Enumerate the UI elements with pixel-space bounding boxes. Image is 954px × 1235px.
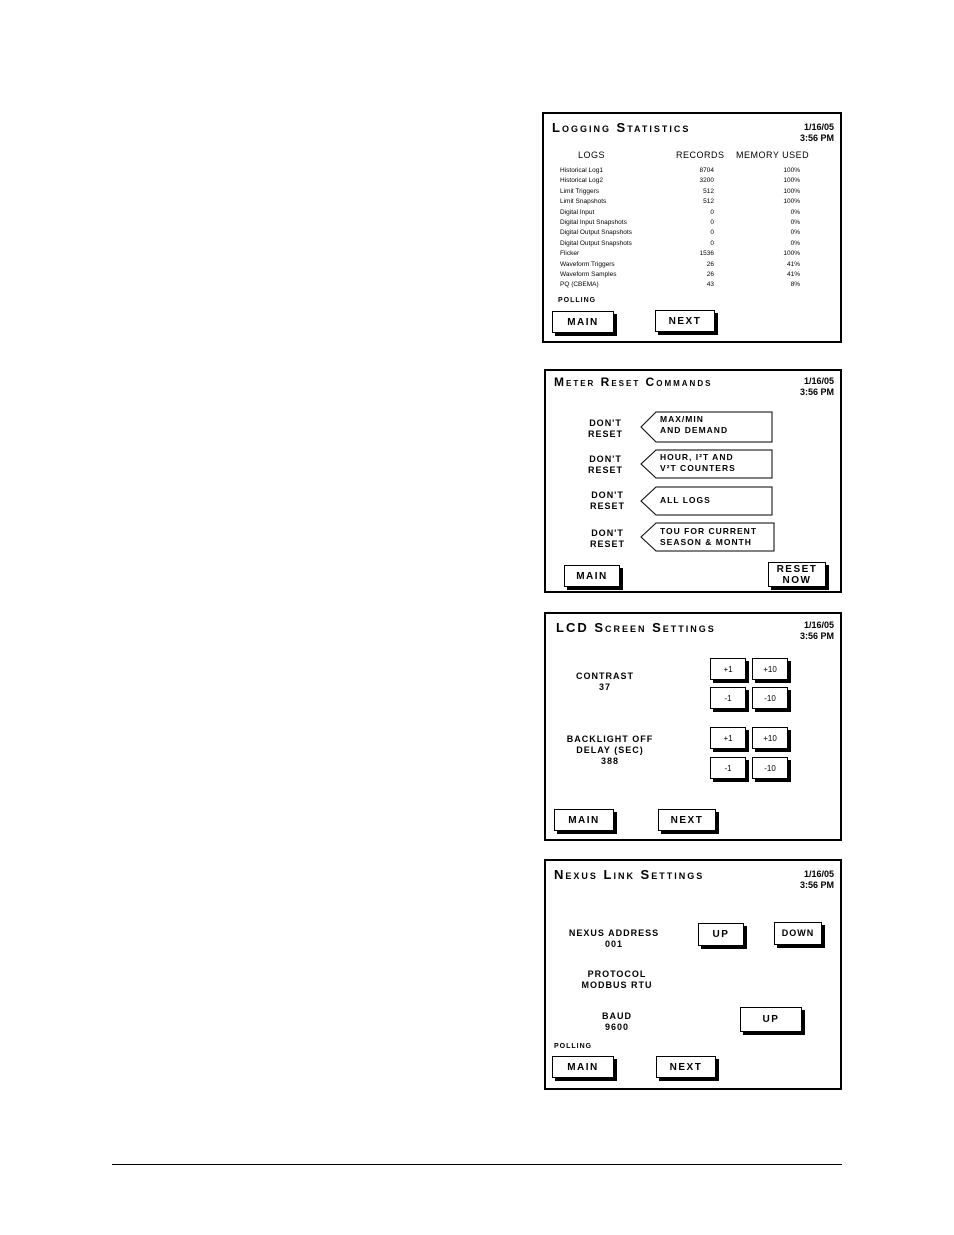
status-line: RESET — [590, 539, 626, 549]
next-button[interactable]: NEXT — [656, 1056, 716, 1078]
page-title: LCD Screen Settings — [556, 620, 716, 635]
log-name-cell: Digital Output Snapshots — [560, 229, 632, 237]
protocol-value: MODBUS RTU — [581, 980, 653, 990]
reset-tou-button[interactable] — [640, 522, 776, 552]
table-row — [560, 229, 800, 240]
backlight-plus-1-button[interactable]: +1 — [710, 727, 746, 749]
contrast-label: CONTRAST — [576, 671, 634, 681]
date-text: 1/16/05 — [803, 376, 834, 386]
main-button[interactable]: MAIN — [552, 311, 614, 333]
table-row — [560, 167, 800, 178]
button-label: V²T COUNTERS — [660, 463, 736, 473]
status-line: DON'T — [589, 418, 622, 428]
lcd-settings-screen — [544, 612, 842, 841]
backlight-value: 388 — [600, 756, 620, 766]
status-line: DON'T — [591, 490, 624, 500]
log-memory-cell: 0% — [790, 239, 800, 247]
status-line: DON'T — [591, 528, 624, 538]
log-records-cell: 1536 — [699, 250, 714, 258]
date-text: 1/16/05 — [803, 122, 834, 132]
contrast-minus-10-button[interactable]: -10 — [752, 687, 788, 709]
baud-label: BAUD — [602, 1011, 632, 1021]
polling-indicator: POLLING — [558, 297, 597, 304]
page-title: Logging Statistics — [552, 120, 691, 135]
log-records-cell: 512 — [703, 187, 714, 195]
button-label: NOW — [782, 574, 812, 586]
log-memory-cell: 8% — [790, 281, 800, 289]
table-row — [560, 250, 800, 261]
button-label: TOU FOR CURRENT — [660, 526, 758, 536]
reset-hour-counters-button[interactable] — [640, 449, 774, 479]
backlight-readout — [560, 734, 660, 767]
time-text: 3:56 PM — [799, 387, 834, 397]
log-records-cell: 43 — [706, 281, 714, 289]
status-line: DON'T — [589, 454, 622, 464]
protocol-readout — [572, 969, 662, 991]
dont-reset-status — [588, 418, 623, 440]
log-memory-cell: 100% — [783, 177, 800, 185]
status-line: RESET — [588, 429, 624, 439]
table-row — [560, 240, 800, 251]
contrast-readout — [570, 671, 640, 693]
address-up-button[interactable]: UP — [698, 923, 744, 946]
address-down-button[interactable]: DOWN — [774, 922, 822, 945]
protocol-label: PROTOCOL — [587, 969, 647, 979]
button-label: SEASON & MONTH — [660, 537, 752, 547]
log-memory-cell: 0% — [790, 219, 800, 226]
meter-reset-screen — [544, 369, 842, 593]
log-records-cell: 0 — [710, 239, 714, 247]
contrast-plus-1-button[interactable]: +1 — [710, 658, 746, 680]
page-title: Meter Reset Commands — [554, 375, 713, 389]
table-row — [560, 209, 800, 220]
log-records-cell: 3200 — [699, 177, 714, 185]
log-name-cell: Waveform Samples — [560, 271, 617, 278]
table-row — [560, 261, 800, 272]
log-records-cell: 26 — [706, 271, 714, 278]
baud-readout — [592, 1011, 642, 1033]
main-button[interactable]: MAIN — [552, 1056, 614, 1078]
polling-indicator: POLLING — [554, 1043, 593, 1050]
reset-all-logs-button[interactable] — [640, 486, 774, 516]
backlight-minus-10-button[interactable]: -10 — [752, 757, 788, 779]
date-text: 1/16/05 — [803, 620, 834, 630]
date-text: 1/16/05 — [803, 869, 834, 879]
table-row — [560, 188, 800, 199]
nexus-address-readout — [566, 928, 662, 950]
baud-value: 9600 — [604, 1022, 630, 1032]
next-button[interactable]: NEXT — [655, 310, 715, 332]
log-memory-cell: 41% — [786, 271, 800, 278]
backlight-label: DELAY (SEC) — [576, 745, 644, 755]
button-label: RESET — [776, 563, 818, 575]
datetime — [800, 122, 834, 144]
table-row — [560, 219, 800, 230]
column-header-logs: LOGS — [578, 150, 606, 160]
dont-reset-status — [590, 528, 625, 550]
log-memory-cell: 0% — [790, 208, 800, 216]
log-records-cell: 26 — [706, 260, 714, 268]
log-memory-cell: 100% — [783, 167, 800, 174]
dont-reset-status — [590, 490, 625, 512]
log-name-cell: PQ (CBEMA) — [560, 281, 599, 289]
log-name-cell: Historical Log1 — [560, 167, 603, 174]
logging-statistics-screen — [542, 112, 842, 343]
log-records-cell: 8704 — [699, 167, 714, 174]
main-button[interactable]: MAIN — [564, 565, 620, 587]
button-label: ALL LOGS — [660, 495, 711, 505]
log-name-cell: Historical Log2 — [560, 177, 603, 185]
status-line: RESET — [588, 465, 624, 475]
table-row — [560, 177, 800, 188]
datetime — [800, 869, 834, 891]
log-memory-cell: 100% — [783, 187, 800, 195]
log-memory-cell: 100% — [783, 250, 800, 258]
backlight-label: BACKLIGHT OFF — [566, 734, 654, 744]
address-label: NEXUS ADDRESS — [568, 928, 660, 938]
button-label: AND DEMAND — [660, 425, 729, 435]
log-memory-cell: 0% — [790, 229, 800, 237]
log-name-cell: Limit Triggers — [560, 187, 600, 195]
address-value: 001 — [604, 939, 624, 949]
time-text: 3:56 PM — [799, 880, 834, 890]
contrast-plus-10-button[interactable]: +10 — [752, 658, 788, 680]
baud-up-button[interactable]: UP — [740, 1007, 802, 1032]
log-memory-cell: 100% — [783, 198, 800, 206]
log-records-cell: 0 — [710, 208, 714, 216]
main-button[interactable]: MAIN — [554, 809, 614, 831]
time-text: 3:56 PM — [799, 631, 834, 641]
table-row — [560, 271, 800, 282]
status-line: RESET — [590, 501, 626, 511]
column-header-records: RECORDS — [676, 150, 725, 160]
datetime — [800, 620, 834, 642]
table-row — [560, 281, 800, 292]
table-row — [560, 198, 800, 209]
time-text: 3:56 PM — [799, 133, 834, 143]
reset-now-button[interactable] — [768, 562, 826, 587]
column-header-memory: MEMORY USED — [736, 150, 810, 160]
log-name-cell: Digital Input — [560, 208, 595, 216]
button-label: HOUR, I²T AND — [660, 452, 734, 462]
button-label: MAX/MIN — [660, 414, 704, 424]
log-memory-cell: 41% — [786, 260, 800, 268]
log-name-cell: Waveform Triggers — [560, 260, 615, 268]
log-name-cell: Flicker — [560, 250, 580, 258]
nexus-link-screen — [544, 859, 842, 1090]
log-records-cell: 512 — [703, 198, 714, 206]
backlight-minus-1-button[interactable]: -1 — [710, 757, 746, 779]
contrast-minus-1-button[interactable]: -1 — [710, 687, 746, 709]
log-records-cell: 0 — [710, 219, 714, 226]
log-name-cell: Digital Output Snapshots — [560, 239, 632, 247]
log-records-cell: 0 — [710, 229, 714, 237]
footer-divider — [112, 1164, 842, 1165]
contrast-value: 37 — [598, 682, 611, 692]
reset-max-min-demand-button[interactable] — [640, 411, 774, 443]
datetime — [800, 376, 834, 398]
dont-reset-status — [588, 454, 623, 476]
log-name-cell: Digital Input Snapshots — [560, 219, 627, 226]
log-name-cell: Limit Snapshots — [560, 198, 607, 206]
page-title: Nexus Link Settings — [554, 867, 705, 882]
backlight-plus-10-button[interactable]: +10 — [752, 727, 788, 749]
next-button[interactable]: NEXT — [658, 809, 716, 831]
